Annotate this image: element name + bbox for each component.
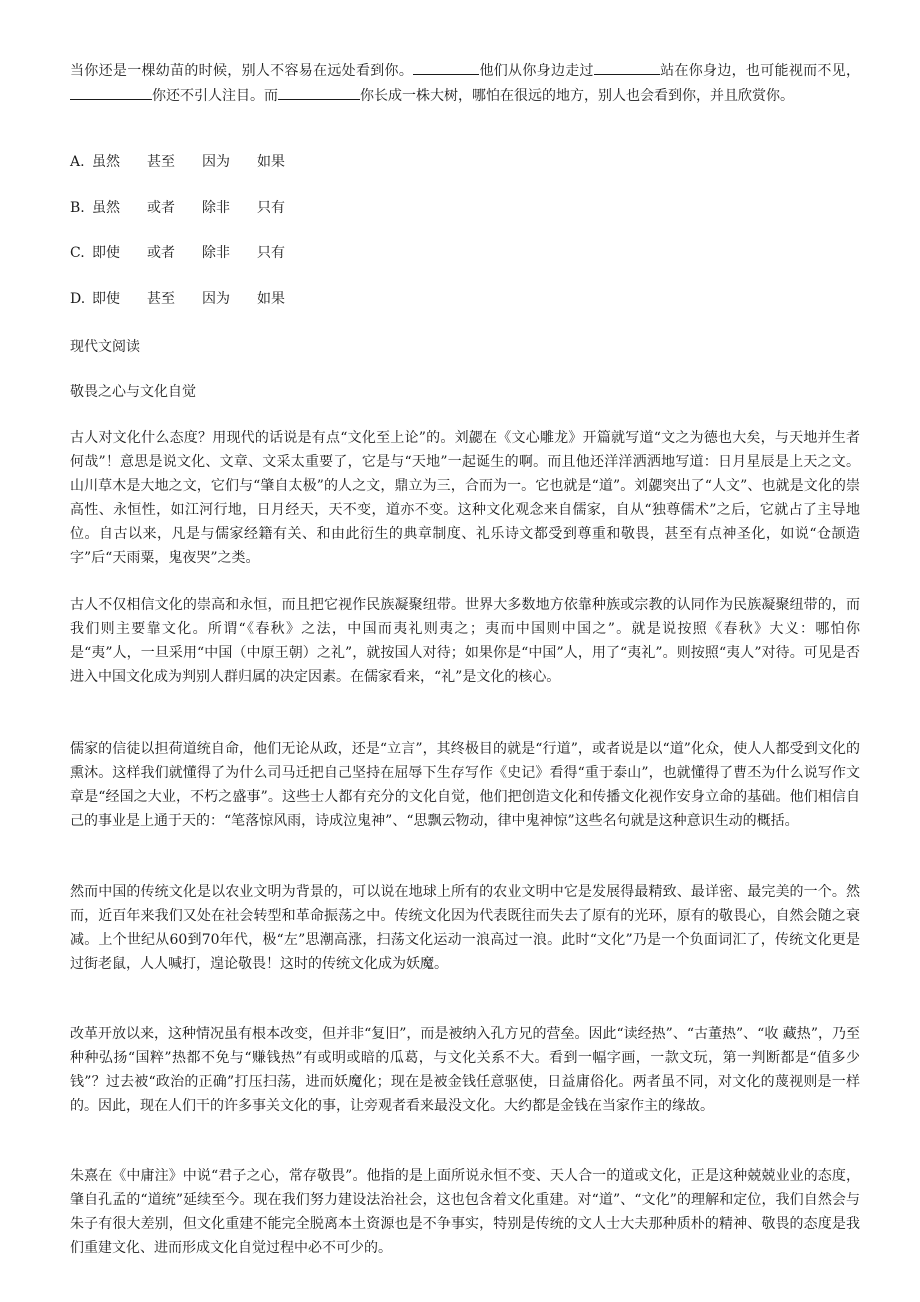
article-paragraph: 然而中国的传统文化是以农业文明为背景的，可以说在地球上所有的农业文明中它是发展得最精致、最详密、最完美的一个。然而，近百年来我们又处在社会转型和革命振荡之中。传统文化因为代表既往而失去了原有的光环，原有的敬畏心，自然会随之衰减。上个世纪从60到70年代，极“左”思潮高涨，扫荡文化运动一浪高过一浪。此时“文化”乃是一个负面词汇了，传统文化更是过街老鼠，人人喊打，遑论敬畏！这时的传统文化成为妖魔。 — [70, 884, 860, 972]
article-title: 敬畏之心与文化自觉 — [70, 384, 196, 400]
option-c — [70, 243, 285, 263]
question-seg-4: 你还不引人注目。而 — [152, 88, 278, 104]
option-word: 因为 — [202, 154, 230, 170]
article-paragraph: 改革开放以来，这种情况虽有根本改变，但并非“复旧”，而是被纳入孔方兄的营垒。因此“读经热”、“古董热”、“收 藏热”，乃至种种弘扬“国粹”热都不免与“赚钱热”有或明或暗的瓜葛，与文化关系不大。看到一幅字画，一款文玩，第一判断都是“值多少钱”？过去被“政治的正确”打压扫荡，进而妖魔化；现在是被金钱任意驱使，日益庸俗化。两者虽不同，对文化的蔑视则是一样的。因此，现在人们干的许多事关文化的事，让旁观者看来最没文化。大约都是金钱在当家作主的缘故。 — [70, 1026, 860, 1114]
option-letter: A. — [70, 154, 85, 170]
option-d — [70, 289, 285, 309]
question-stem — [70, 58, 860, 108]
option-word: 或者 — [147, 200, 175, 216]
article-paragraph: 朱熹在《中庸注》中说“君子之心，常存敬畏”。他指的是上面所说永恒不变、天人合一的道或文化，正是这种兢兢业业的态度，肇自孔孟的“道统”延续至今。现在我们努力建设法治社会，这也包含着文化重建。对“道”、“文化”的理解和定位，我们自然会与朱子有很大差别，但文化重建不能完全脱离本土资源也是不争事实，特别是传统的文人士大夫那种质朴的精神、敬畏的态度是我们重建文化、进而形成文化自觉过程中必不可少的。 — [70, 1168, 860, 1256]
option-word: 因为 — [202, 291, 230, 307]
option-word: 或者 — [147, 245, 175, 261]
option-word: 如果 — [257, 154, 285, 170]
article-paragraph: 古人对文化什么态度？用现代的话说是有点“文化至上论”的。刘勰在《文心雕龙》开篇就写道“文之为德也大矣，与天地并生者何哉”！意思是说文化、文章、文采太重要了，它是与“天地”一起诞生的啊。而且他还洋洋洒洒地写道：日月星辰是上天之文。山川草木是大地之文，它们与“肇自太极”的人之文，鼎立为三，合而为一。它也就是“道”。刘勰突出了“人文”、也就是文化的崇高性、永恒性，如江河行地，日月经天，天不变，道亦不变。这种文化观念来自儒家，自从“独尊儒术”之后，它就占了主导地位。自古以来，凡是与儒家经籍有关、和由此衍生的典章制度、礼乐诗文都受到尊重和敬畏，甚至有点神圣化，如说“仓颉造字”后“天雨粟，鬼夜哭”之类。 — [70, 430, 860, 566]
article-paragraph: 儒家的信徒以担荷道统自命，他们无论从政，还是“立言”，其终极目的就是“行道”，或者说是以“道”化众，使人人都受到文化的熏沐。这样我们就懂得了为什么司马迁把自己坚持在屈辱下生存写作《史记》看得“重于泰山”，也就懂得了曹丕为什么说写作文章是“经国之大业，不朽之盛事”。这些士人都有充分的文化自觉，他们把创造文化和传播文化视作安身立命的基础。他们相信自己的事业是上通于天的：“笔落惊风雨，诗成泣鬼神”、“思飘云物动，律中鬼神惊”这些名句就是这种意识生动的概括。 — [70, 741, 860, 829]
option-word: 只有 — [257, 245, 285, 261]
question-seg-5: 你长成一株大树，哪怕在很远的地方，别人也会看到你，并且欣赏你。 — [360, 88, 794, 104]
option-letter: C. — [70, 245, 85, 261]
option-word: 只有 — [257, 200, 285, 216]
answer-blank-3 — [70, 83, 152, 100]
option-word: 虽然 — [92, 200, 120, 216]
answer-blank-4 — [278, 83, 360, 100]
option-letter: D. — [70, 291, 86, 307]
article-paragraph: 古人不仅相信文化的崇高和永恒，而且把它视作民族凝聚纽带。世界大多数地方依靠种族或宗教的认同作为民族凝聚纽带的，而我们则主要靠文化。所谓“《春秋》之法，中国而夷礼则夷之；夷而中国则中国之”。就是说按照《春秋》大义：哪怕你是“夷”人，一旦采用“中国（中原王朝）之礼”，就按国人对待；如果你是“中国”人，用了“夷礼”。则按照“夷人”对待。可见是否进入中国文化成为判别人群归属的决定因素。在儒家看来，“礼”是文化的核心。 — [70, 597, 860, 685]
option-word: 甚至 — [147, 154, 175, 170]
option-b — [70, 198, 285, 218]
answer-blank-2 — [594, 58, 660, 75]
option-word: 即使 — [92, 245, 120, 261]
question-seg-3: 站在你身边，也可能视而不见， — [659, 63, 861, 79]
option-a — [70, 152, 285, 172]
section-label: 现代文阅读 — [70, 339, 140, 355]
option-word: 除非 — [202, 200, 230, 216]
question-seg-1: 当你还是一棵幼苗的时候，别人不容易在远处看到你。 — [70, 63, 414, 79]
option-word: 甚至 — [147, 291, 175, 307]
option-letter: B. — [70, 200, 85, 216]
option-word: 如果 — [257, 291, 285, 307]
answer-blank-1 — [413, 58, 479, 75]
option-word: 除非 — [202, 245, 230, 261]
question-seg-2: 他们从你身边走过 — [479, 63, 594, 79]
option-word: 虽然 — [92, 154, 120, 170]
option-word: 即使 — [92, 291, 120, 307]
